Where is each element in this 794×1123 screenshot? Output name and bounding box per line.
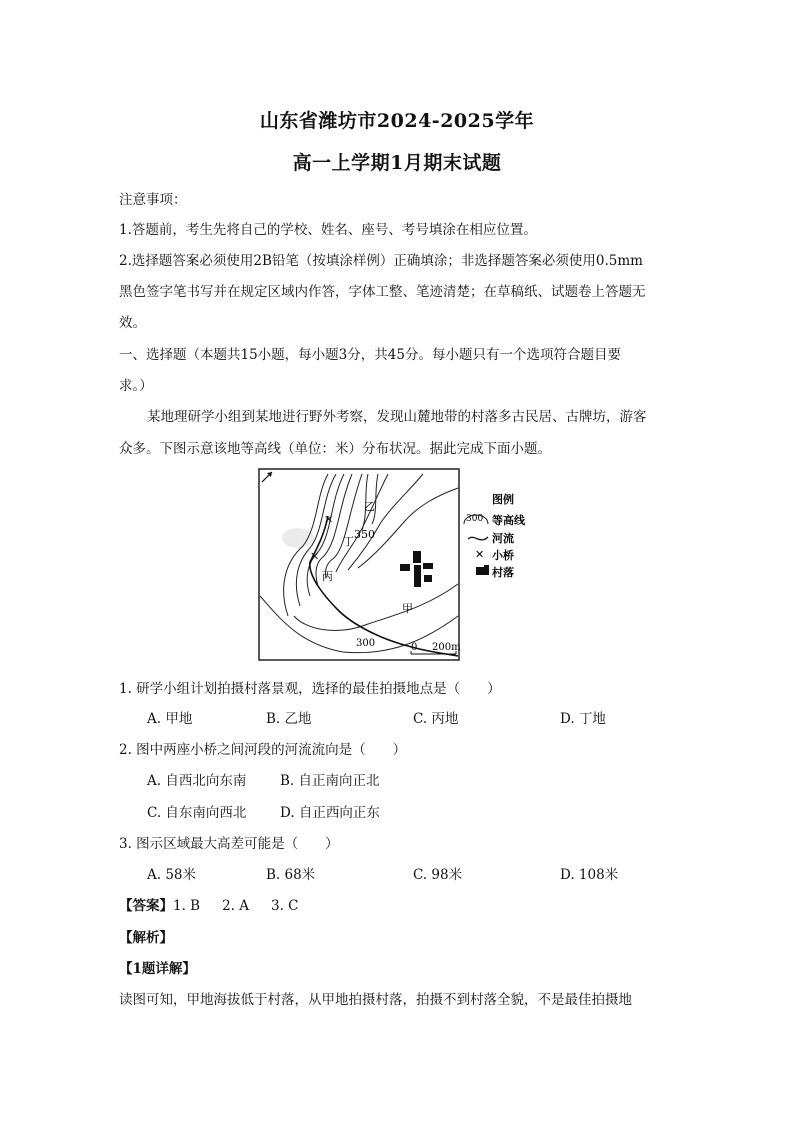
label-bing: 丙	[322, 570, 333, 583]
legend-bridge-label: 小桥	[492, 549, 514, 562]
detail-text: 读图可知，甲地海拔低于村落，从甲地拍摄村落，拍摄不到村落全貌，不是最佳拍摄地	[119, 992, 632, 1008]
legend-bridge-icon: ✕	[475, 548, 485, 561]
map-shading	[282, 528, 314, 548]
notes-item-2-line-3: 效。	[119, 315, 146, 331]
legend-river-label: 河流	[492, 532, 514, 545]
question-1-stem: 1. 研学小组计划拍摄村落景观，选择的最佳拍摄地点是（ ）	[119, 681, 501, 697]
scale-value: 200m	[432, 642, 461, 653]
scale-zero: 0	[411, 642, 418, 653]
legend-contour-label: 等高线	[492, 514, 525, 527]
notes-item-1: 1.答题前，考生先将自己的学校、姓名、座号、考号填涂在相应位置。	[119, 222, 537, 238]
question-3-stem: 3. 图示区域最大高差可能是（ ）	[119, 836, 339, 852]
legend-river-icon	[468, 537, 488, 540]
label-ding: 丁	[343, 535, 354, 548]
notes-item-2-line-1: 2.选择题答案必须使用2B铅笔（按填涂样例）正确填涂；非选择题答案必须使用0.5mm	[119, 253, 643, 269]
legend-title: 图例	[492, 493, 514, 506]
question-2-option-c: C. 自东南向西北	[147, 805, 247, 821]
detail-label: 【1题详解】	[119, 961, 196, 977]
question-2-stem: 2. 图中两座小桥之间河段的河流流向是（ ）	[119, 742, 407, 758]
question-2-option-a: A. 自西北向东南	[147, 773, 247, 789]
question-2-option-d: D. 自正西向正东	[280, 805, 380, 821]
question-3-option-d: D. 108米	[560, 867, 619, 883]
analysis-label: 【解析】	[119, 930, 173, 946]
answer-3: 3. C	[271, 898, 299, 914]
contour-label-300: 300	[356, 638, 376, 649]
document-title: 山东省潍坊市2024-2025学年	[259, 110, 535, 132]
document-subtitle: 高一上学期1月期末试题	[292, 152, 502, 174]
contour-map-figure	[258, 466, 528, 662]
question-3-option-a: A. 58米	[147, 867, 197, 883]
question-1-option-a: A. 甲地	[147, 711, 193, 727]
legend-contour-value: 300	[466, 514, 484, 524]
label-jia: 甲	[402, 602, 413, 615]
bridge-icon: ✕	[324, 513, 334, 526]
bridge-icon: ✕	[310, 550, 320, 563]
legend-village-icon	[476, 565, 489, 575]
question-3-option-c: C. 98米	[413, 867, 463, 883]
section-heading-line-2: 求。）	[119, 378, 153, 394]
label-yi: 乙	[364, 500, 375, 513]
notes-item-2-line-2: 黑色签字笔书写并在规定区域内作答，字体工整、笔迹清楚；在草稿纸、试题卷上答题无	[119, 284, 646, 300]
question-1-option-b: B. 乙地	[266, 711, 312, 727]
section-heading-line-1: 一、选择题（本题共15小题，每小题3分，共45分。每小题只有一个选项符合题目要	[119, 347, 621, 363]
notes-heading: 注意事项：	[119, 192, 187, 208]
intro-line-2: 众多。下图示意该地等高线（单位：米）分布状况。据此完成下面小题。	[119, 441, 551, 457]
answer-row	[119, 894, 299, 914]
intro-line-1: 某地理研学小组到某地进行野外考察，发现山麓地带的村落多古民居、古牌坊，游客	[147, 409, 647, 425]
answer-2: 2. A	[222, 898, 250, 914]
question-2-option-b: B. 自正南向正北	[280, 773, 380, 789]
answer-label: 【答案】	[119, 898, 173, 914]
contour-label-350: 350	[354, 528, 375, 541]
question-3-option-b: B. 68米	[266, 867, 316, 883]
question-1-option-c: C. 丙地	[413, 711, 459, 727]
answer-1: 1. B	[173, 898, 201, 914]
question-1-option-d: D. 丁地	[560, 711, 606, 727]
legend-village-label: 村落	[492, 566, 514, 579]
